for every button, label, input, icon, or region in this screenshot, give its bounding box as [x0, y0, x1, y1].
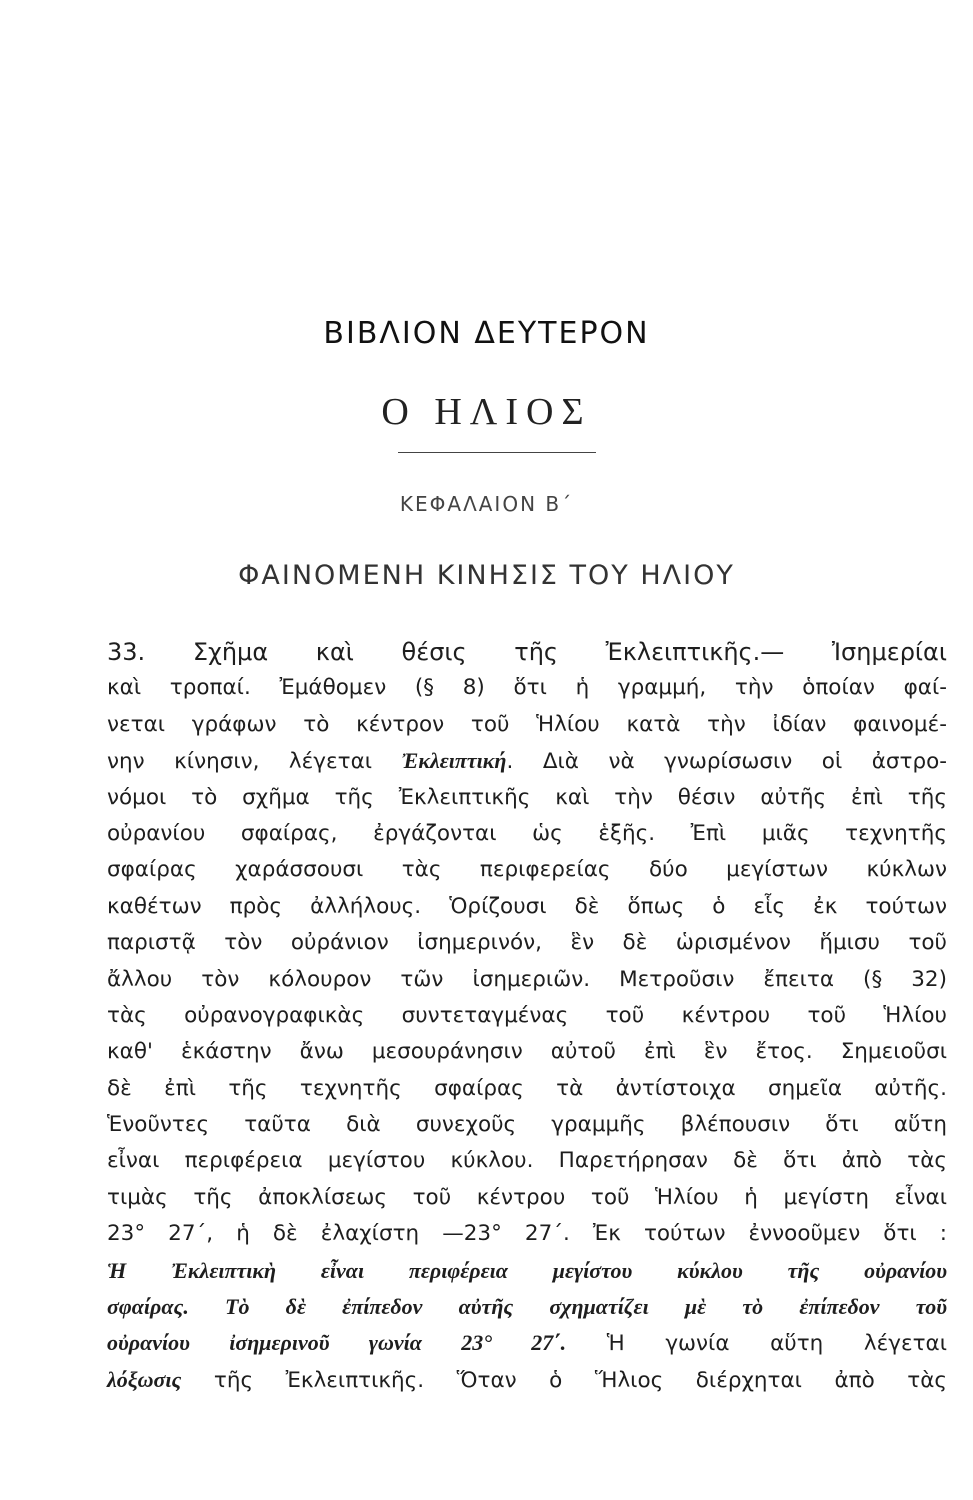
body-line	[107, 1180, 947, 1216]
body-line	[107, 816, 947, 852]
text-segment: νεται γράφων τὸ κέντρον τοῦ Ἡλίου κατὰ τὴν ἰδίαν φαινομέ-	[107, 711, 947, 737]
text-segment: οὐρανίου σφαίρας, ἐργάζονται ὡς ἑξῆς. Ἐπὶ μιᾶς τεχνητῆς	[107, 820, 947, 846]
body-line	[107, 962, 947, 998]
chapter-label: ΚΕΦΑΛΑΙΟΝ Β΄	[399, 492, 574, 516]
text-segment: νόμοι τὸ σχῆμα τῆς Ἐκλειπτικῆς καὶ τὴν θέσιν αὐτῆς ἐπὶ τῆς	[107, 784, 947, 810]
text-segment: τὰς οὐρανογραφικὰς συντεταγμένας τοῦ κέντρου τοῦ Ἡλίου	[107, 1002, 947, 1028]
subject-title: Ο ΗΛΙΟΣ	[381, 391, 592, 433]
text-segment: 23° 27΄, ἡ δὲ ἐλαχίστη —23° 27΄. Ἐκ τούτων ἐννοοῦμεν ὅτι :	[107, 1221, 947, 1247]
body-line	[107, 925, 947, 961]
text-segment: σφαίρας χαράσσουσι τὰς περιφερείας δύο μεγίστων κύκλων	[107, 857, 947, 883]
body-text	[107, 634, 947, 1398]
text-segment: εἶναι περιφέρεια μεγίστου κύκλου. Παρετήρησαν δὲ ὅτι ἀπὸ τὰς	[107, 1148, 947, 1174]
chapter-title: ΦΑΙΝΟΜΕΝΗ ΚΙΝΗΣΙΣ ΤΟΥ ΗΛΙΟΥ	[238, 560, 735, 591]
section-heading-line	[107, 634, 947, 670]
body-line	[107, 1325, 947, 1361]
body-line	[107, 707, 947, 743]
body-line	[107, 998, 947, 1034]
body-line	[107, 1034, 947, 1070]
title-divider	[398, 452, 596, 453]
body-line	[107, 670, 947, 706]
text-segment: παριστᾷ τὸν οὐράνιον ἰσημερινόν, ἓν δὲ ὡρισμένον ἥμισυ τοῦ	[107, 930, 947, 956]
book-title: ΒΙΒΛΙΟΝ ΔΕΥΤΕΡΟΝ	[323, 316, 650, 351]
text-segment: καθ' ἑκάστην ἄνω μεσουράνησιν αὐτοῦ ἐπὶ ἓν ἔτος. Σημειοῦσι	[107, 1039, 947, 1065]
text-segment: καθέτων πρὸς ἀλλήλους. Ὁρίζουσι δὲ ὅπως ὁ εἷς ἐκ τούτων	[107, 893, 947, 919]
emphasis-text: σφαίρας. Τὸ δὲ ἐπίπεδον αὐτῆς σχηματίζει μὲ τὸ ἐπίπεδον τοῦ	[107, 1294, 947, 1320]
text-segment: τῆς Ἐκλειπτικῆς. Ὅταν ὁ Ἥλιος διέρχηται ἀπὸ τὰς	[181, 1367, 947, 1393]
body-line	[107, 1216, 947, 1252]
emphasis-text: Ἐκλειπτική	[401, 748, 507, 774]
body-line	[107, 743, 947, 779]
text-segment: . Διὰ νὰ γνωρίσωσιν οἱ ἀστρο-	[506, 749, 947, 775]
emphasis-text: λόξωσις	[107, 1366, 182, 1392]
text-segment: Ἑνοῦντες ταῦτα διὰ συνεχοῦς γραμμῆς βλέπουσιν ὅτι αὕτη	[107, 1112, 947, 1138]
body-line	[107, 852, 947, 888]
text-segment: Ἡ γωνία αὕτη λέγεται	[566, 1331, 948, 1357]
text-segment: τιμὰς τῆς ἀποκλίσεως τοῦ κέντρου τοῦ Ἡλίου ἡ μεγίστη εἶναι	[107, 1184, 947, 1210]
body-line	[107, 889, 947, 925]
text-segment: ἄλλου τὸν κόλουρον τῶν ἰσημεριῶν. Μετροῦσιν ἔπειτα (§ 32)	[107, 966, 947, 992]
body-line	[107, 1253, 947, 1289]
text-segment: δὲ ἐπὶ τῆς τεχνητῆς σφαίρας τὰ ἀντίστοιχα σημεῖα αὐτῆς.	[107, 1075, 947, 1101]
text-segment: καὶ τροπαί. Ἐμάθομεν (§ 8) ὅτι ἡ γραμμή, τὴν ὁποίαν φαί-	[107, 675, 947, 701]
emphasis-text: οὐρανίου ἰσημερινοῦ γωνία 23° 27΄.	[107, 1330, 567, 1356]
body-line	[107, 1071, 947, 1107]
emphasis-text: Ἡ Ἐκλειπτικὴ εἶναι περιφέρεια μεγίστου κύκλου τῆς οὐρανίου	[107, 1257, 947, 1283]
body-line	[107, 1362, 947, 1398]
body-line	[107, 1107, 947, 1143]
body-line	[107, 1289, 947, 1325]
body-line	[107, 780, 947, 816]
text-segment: 33. Σχῆμα καὶ θέσις τῆς Ἐκλειπτικῆς.— Ἰσημερίαι	[107, 638, 947, 666]
text-segment: νην κίνησιν, λέγεται	[107, 749, 402, 775]
body-line	[107, 1143, 947, 1179]
